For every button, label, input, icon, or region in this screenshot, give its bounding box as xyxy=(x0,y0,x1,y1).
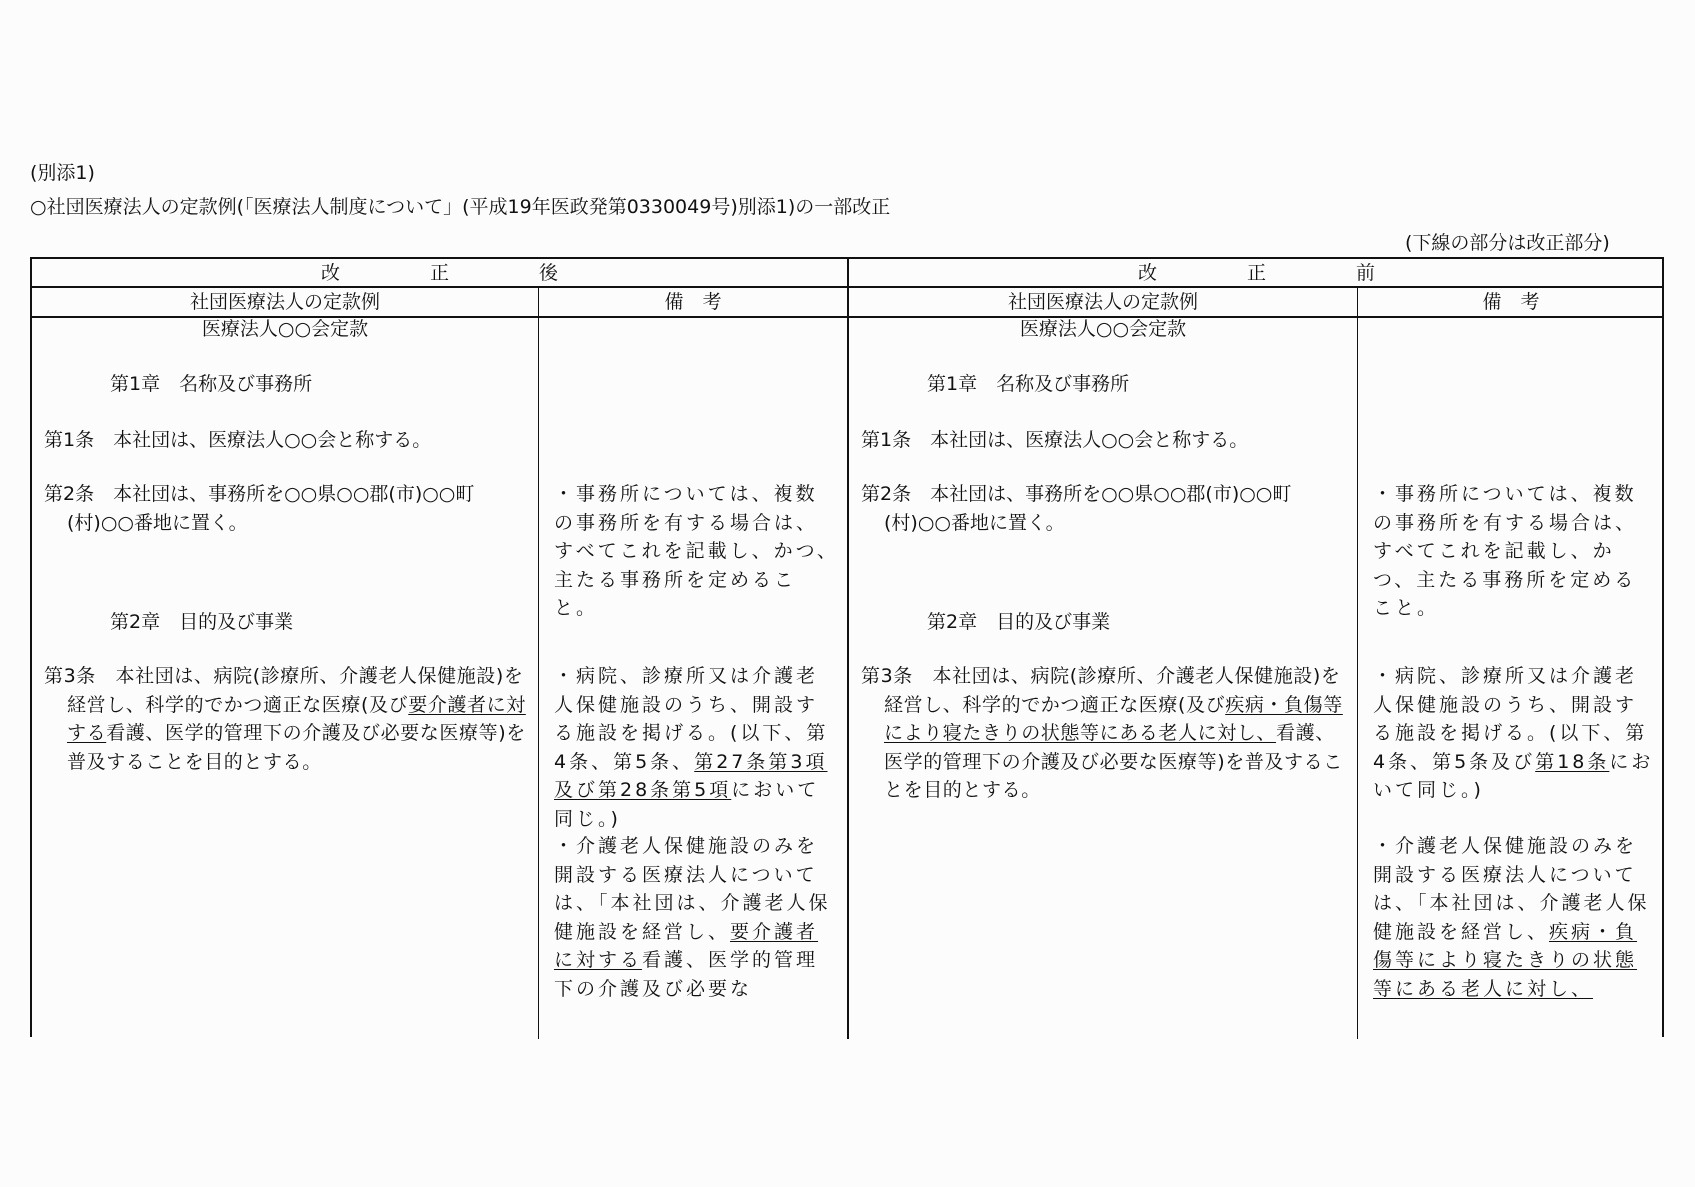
text: において同じ。) xyxy=(554,779,820,830)
text: 第3条 本社団は、病院(診療所、介護老人保健施設)を経営し、科学的でかつ適正な医療(及び xyxy=(861,665,1341,716)
after-remarks-column xyxy=(539,318,847,1038)
text: ・介護老人保健施設のみを開設する医療法人については、「本社団は、介護老人保健施設を経営し、 xyxy=(1373,835,1650,943)
before-remarks-column xyxy=(1358,318,1664,1038)
remark-facilities xyxy=(554,662,839,833)
text: 看護、医学的管理下の介護及び必要な医療等)を普及することを目的とする。 xyxy=(67,722,526,773)
header-char: 正 xyxy=(1246,262,1266,284)
before-main-column xyxy=(849,318,1357,1038)
header-before xyxy=(849,259,1664,287)
articles-title: 医療法人○○会定款 xyxy=(1019,318,1187,340)
amended-text: 疾病・負傷等により寝たきりの状態等にある老人に対し、 xyxy=(1373,920,1638,1000)
document-title: ○社団医療法人の定款例(「医療法人制度について」(平成19年医政発第0330049号)別添1)の一部改正 xyxy=(30,196,891,218)
amended-text: 第18条 xyxy=(1535,750,1610,773)
remark-facilities xyxy=(1373,662,1656,805)
text: 看護、医学的管理下の介護及び必要な xyxy=(554,949,819,1000)
col-header-remarks-before: 備 考 xyxy=(1482,291,1540,313)
text: 看護、医学的管理下の介護及び必要な医療等)を普及することを目的とする。 xyxy=(884,722,1343,801)
col-header-main-before: 社団医療法人の定款例 xyxy=(1007,291,1198,313)
header-after xyxy=(32,259,847,287)
amended-text: 要介護者に対する xyxy=(554,920,819,971)
text: ・病院、診療所又は介護老人保健施設のうち、開設する施設を掲げる。(以下、第4条、第5条、 xyxy=(554,665,829,773)
remark-care-facility xyxy=(554,832,839,1003)
attachment-label: (別添1) xyxy=(30,162,95,184)
text: ・病院、診療所又は介護老人保健施設のうち、開設する施設を掲げる。(以下、第4条、第5条及び xyxy=(1373,665,1648,773)
col-header-remarks-after: 備 考 xyxy=(664,291,722,313)
underline-note: (下線の部分は改正部分) xyxy=(1405,232,1610,254)
article-3 xyxy=(861,662,1349,805)
chapter-heading: 第1章 名称及び事務所 xyxy=(927,373,1130,395)
header-char: 後 xyxy=(539,262,559,284)
remark-office: ・事務所については、複数の事務所を有する場合は、すべてこれを記載し、かつ、主たる事務所を定めること。 xyxy=(554,483,839,619)
header-char: 前 xyxy=(1356,262,1376,284)
article-1: 第1条 本社団は、医療法人○○会と称する。 xyxy=(44,429,432,451)
chapter-heading: 第2章 目的及び事業 xyxy=(110,611,294,633)
chapter-heading: 第2章 目的及び事業 xyxy=(927,611,1111,633)
article-2: 第2条 本社団は、事務所を○○県○○郡(市)○○町(村)○○番地に置く。 xyxy=(44,483,475,534)
text: ・介護老人保健施設のみを開設する医療法人については、「本社団は、介護老人保健施設を経営し、 xyxy=(554,835,831,943)
article-3 xyxy=(44,662,530,776)
amended-text: 要介護者に対する xyxy=(67,693,526,744)
remark-care-facility xyxy=(1373,832,1656,1003)
col-header-main-after: 社団医療法人の定款例 xyxy=(189,291,380,313)
amended-text: 第27条第3項及び第28条第5項 xyxy=(554,750,828,801)
after-main-column xyxy=(32,318,538,1038)
amended-text: 疾病・負傷等により寝たきりの状態等にある老人に対し、 xyxy=(884,693,1343,744)
article-2: 第2条 本社団は、事務所を○○県○○郡(市)○○町(村)○○番地に置く。 xyxy=(861,483,1292,534)
text: 第3条 本社団は、病院(診療所、介護老人保健施設)を経営し、科学的でかつ適正な医療(及び xyxy=(44,665,524,716)
text: において同じ。) xyxy=(1373,750,1654,801)
header-char: 改 xyxy=(320,262,340,284)
header-char: 正 xyxy=(429,262,449,284)
header-char: 改 xyxy=(1137,262,1157,284)
articles-title: 医療法人○○会定款 xyxy=(201,318,369,340)
article-1: 第1条 本社団は、医療法人○○会と称する。 xyxy=(861,429,1249,451)
chapter-heading: 第1章 名称及び事務所 xyxy=(110,373,313,395)
amendment-comparison-table xyxy=(30,257,1664,1037)
remark-office: ・事務所については、複数の事務所を有する場合は、すべてこれを記載し、かつ、主たる事務所を定めること。 xyxy=(1373,483,1638,619)
